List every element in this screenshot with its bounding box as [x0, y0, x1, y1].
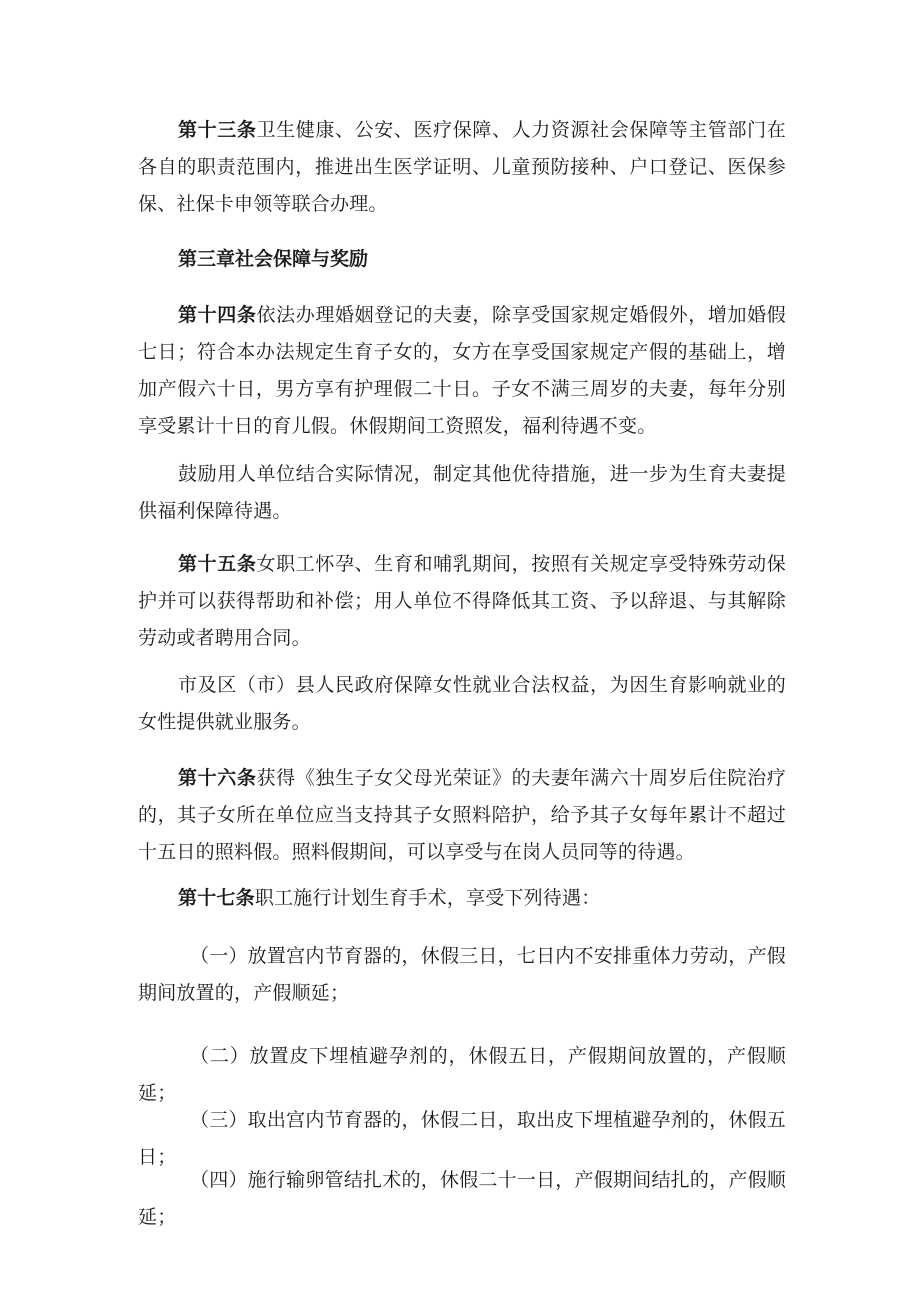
article-14-label: 第十四条 — [178, 304, 257, 326]
article-17-item-2: （二）放置皮下埋植避孕剂的，休假五日，产假期间放置的，产假顺延； — [138, 1045, 786, 1104]
article-13-paragraph — [138, 112, 786, 223]
article-15-paragraph-2: 市及区（市）县人民政府保障女性就业合法权益，为因生育影响就业的女性提供就业服务。 — [138, 674, 786, 733]
article-13-text: 卫生健康、公安、医疗保障、人力资源社会保障等主管部门在各自的职责范围内，推进出生医学证明、儿童预防接种、户口登记、医保参保、社保卡申领等联合办理。 — [138, 119, 786, 215]
chapter-3-heading: 第三章社会保障与奖励 — [178, 248, 369, 270]
article-16-text: 获得《独生子女父母光荣证》的夫妻年满六十周岁后住院治疗的，其子女所在单位应当支持其子女照料陪护，给予其子女每年累计不超过十五日的照料假。照料假期间，可以享受与在岗人员同等的待遇。 — [138, 767, 786, 863]
article-16-paragraph — [138, 760, 786, 871]
article-17-text: 职工施行计划生育手术，享受下列待遇： — [254, 887, 601, 909]
article-17-item-3: （三）取出宫内节育器的，休假二日，取出皮下埋植避孕剂的，休假五日； — [138, 1109, 786, 1168]
article-13-label: 第十三条 — [178, 119, 257, 141]
article-15-paragraph — [138, 546, 786, 657]
article-14-text: 依法办理婚姻登记的夫妻，除享受国家规定婚假外，增加婚假七日；符合本办法规定生育子女的，女方在享受国家规定产假的基础上，增加产假六十日，男方享有护理假二十日。子女不满三周岁的夫妻，每年分别享受累计十日的育儿假。休假期间工资照发，福利待遇不变。 — [138, 304, 786, 437]
article-15-text: 女职工怀孕、生育和哺乳期间，按照有关规定享受特殊劳动保护并可以获得帮助和补偿；用人单位不得降低其工资、予以辞退、与其解除劳动或者聘用合同。 — [138, 553, 786, 649]
article-14-paragraph — [138, 297, 786, 445]
article-17-label: 第十七条 — [178, 887, 255, 909]
article-17-item-4: （四）施行输卵管结扎术的，休假二十一日，产假期间结扎的，产假顺延； — [138, 1169, 786, 1228]
article-14-paragraph-2: 鼓励用人单位结合实际情况，制定其他优待措施，进一步为生育夫妻提供福利保障待遇。 — [138, 463, 786, 522]
article-15-label: 第十五条 — [178, 553, 257, 575]
article-17-item-1: （一）放置宫内节育器的，休假三日，七日内不安排重体力劳动，产假期间放置的，产假顺延； — [138, 945, 786, 1004]
article-16-label: 第十六条 — [178, 767, 257, 789]
article-17-paragraph — [138, 880, 786, 917]
